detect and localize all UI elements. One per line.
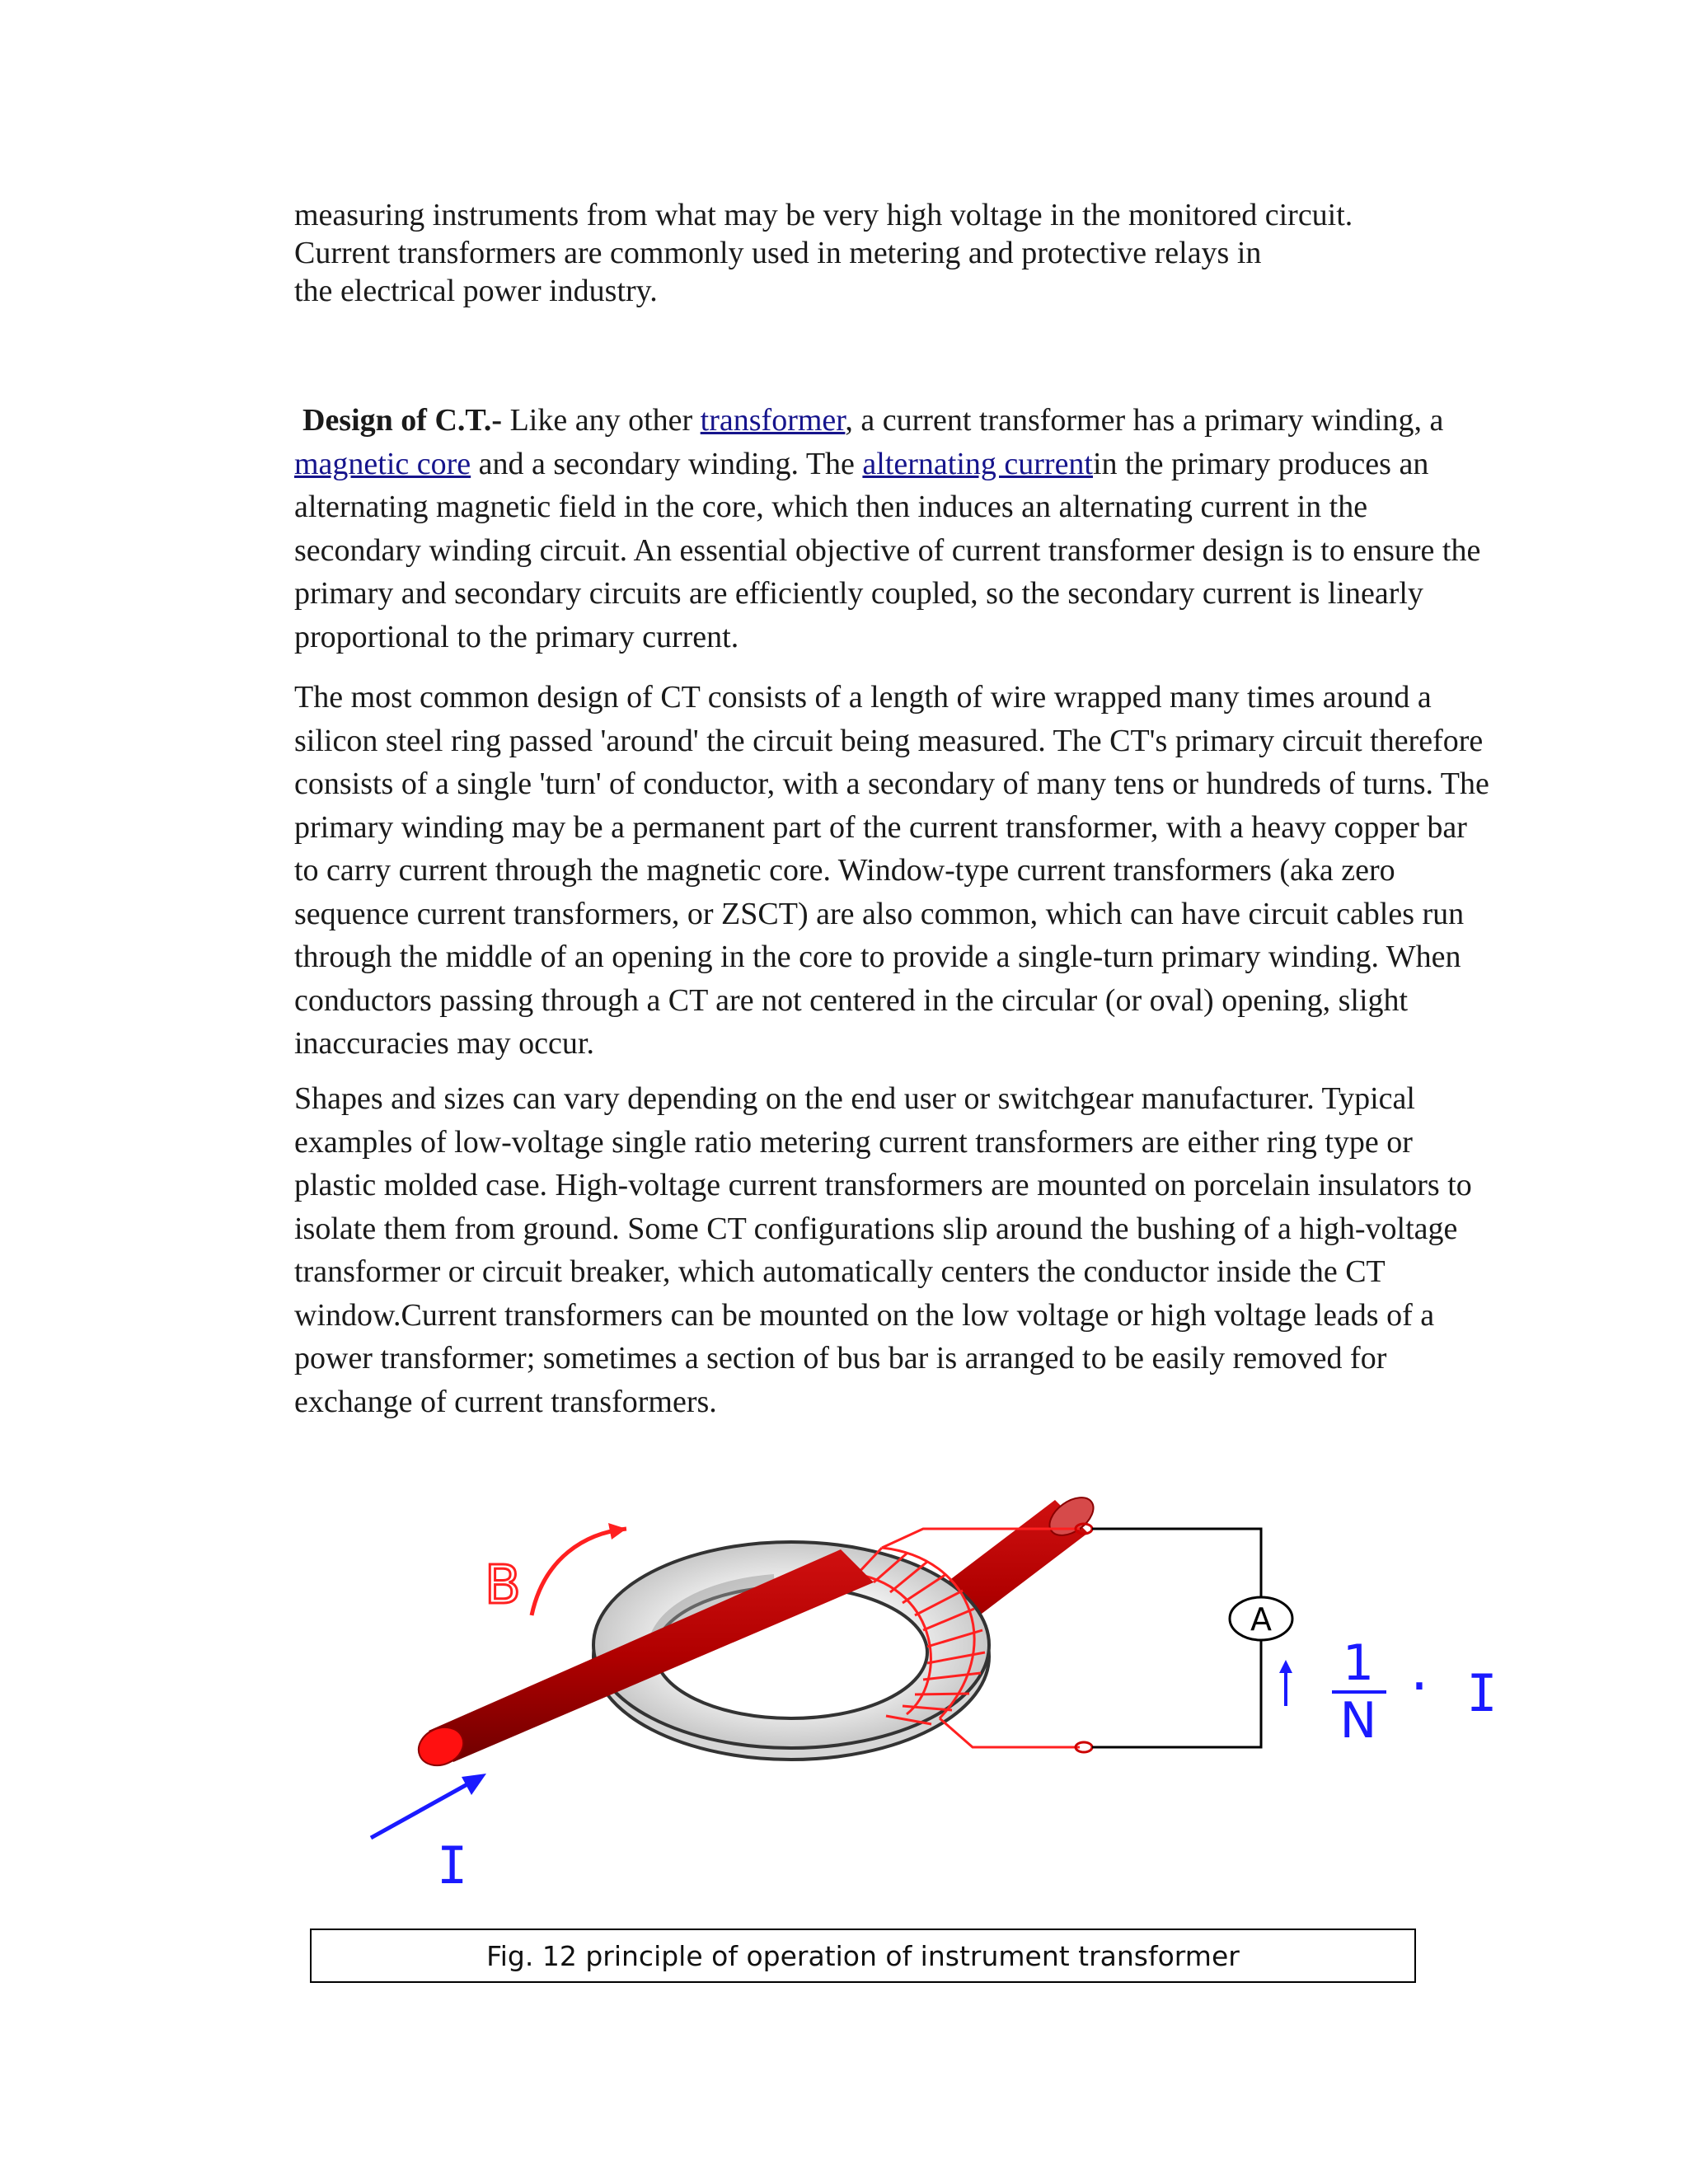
alternating-current-link[interactable]: alternating current xyxy=(862,446,1093,481)
figure-caption-text: Fig. 12 principle of operation of instrument transformer xyxy=(486,1939,1240,1972)
current-transformer-diagram xyxy=(346,1451,1533,1896)
common-design-paragraph: The most common design of CT consists of a length of wire wrapped many times around a silicon steel ring passed 'around' the circuit being measured. The CT's primary circuit therefore consists of a single 'turn' of conductor, with a secondary of many tens or hundreds of turns. The primary winding may be a permanent part of the current transformer, with a heavy copper bar to carry current through the magnetic core. Window-type current transformers (aka zero sequence current transformers, or ZSCT) are also common, which can have circuit cables run through the middle of an opening in the core to provide a single-turn primary winding. When conductors passing through a CT are not centered in the circular (or oval) opening, slight inaccuracies may occur. xyxy=(294,680,1489,1061)
electrical-power-industry-text: electrical power industry xyxy=(340,274,650,308)
b-field-arrowhead xyxy=(608,1523,626,1540)
ratio-current-label: I xyxy=(1466,1663,1498,1723)
terminals xyxy=(1076,1524,1092,1752)
intro-line-1: measuring instruments from what may be very high voltage in the monitored circuit. xyxy=(294,198,1353,232)
design-heading: Design of C.T.- xyxy=(302,403,503,438)
current-label: I xyxy=(437,1835,468,1896)
ratio-dot: · xyxy=(1409,1652,1429,1720)
transformer-link[interactable]: transformer xyxy=(700,403,846,438)
magnetic-core-link[interactable]: magnetic core xyxy=(294,446,471,481)
intro-paragraph xyxy=(294,196,1489,310)
b-field-label: B xyxy=(485,1555,521,1616)
design-paragraph: Design of C.T.- Like any other transformer, a current transformer has a primary winding, a magnetic core and a secondary winding. The alternating currentin the primary produces an alternating magnetic field in the core, which then induces an alternating current in the secondary winding circuit. An essential objective of current transformer design is to ensure the primary and secondary circuits are efficiently coupled, so the secondary current is linearly proportional to the primary current. xyxy=(294,403,1481,654)
ratio-numerator: 1 xyxy=(1342,1634,1375,1692)
ammeter-circuit xyxy=(1092,1529,1261,1747)
protective-relays-text: protective relays xyxy=(1021,236,1230,270)
intro-line-2: Current transformers are commonly used in metering and protective relays in xyxy=(294,236,1262,270)
secondary-current-arrowhead xyxy=(1279,1660,1292,1673)
ammeter-label: A xyxy=(1250,1601,1272,1638)
figure-caption xyxy=(310,1929,1416,1983)
current-arrow xyxy=(371,1776,482,1838)
ratio-denominator: N xyxy=(1339,1692,1377,1750)
intro-line-3: the electrical power industry. xyxy=(294,274,658,308)
shapes-paragraph: Shapes and sizes can vary depending on the end user or switchgear manufacturer. Typical examples of low-voltage single ratio metering current transformers are either ring type or plastic molded case. High-voltage current transformers are mounted on porcelain insulators to isolate them from ground. Some CT configurations slip around the bushing of a high-voltage transformer or circuit breaker, which automatically centers the conductor inside the CT window.Current transformers can be mounted on the low voltage or high voltage leads of a power transformer; sometimes a section of bus bar is arranged to be easily removed for exchange of current transformers. xyxy=(294,1081,1472,1419)
